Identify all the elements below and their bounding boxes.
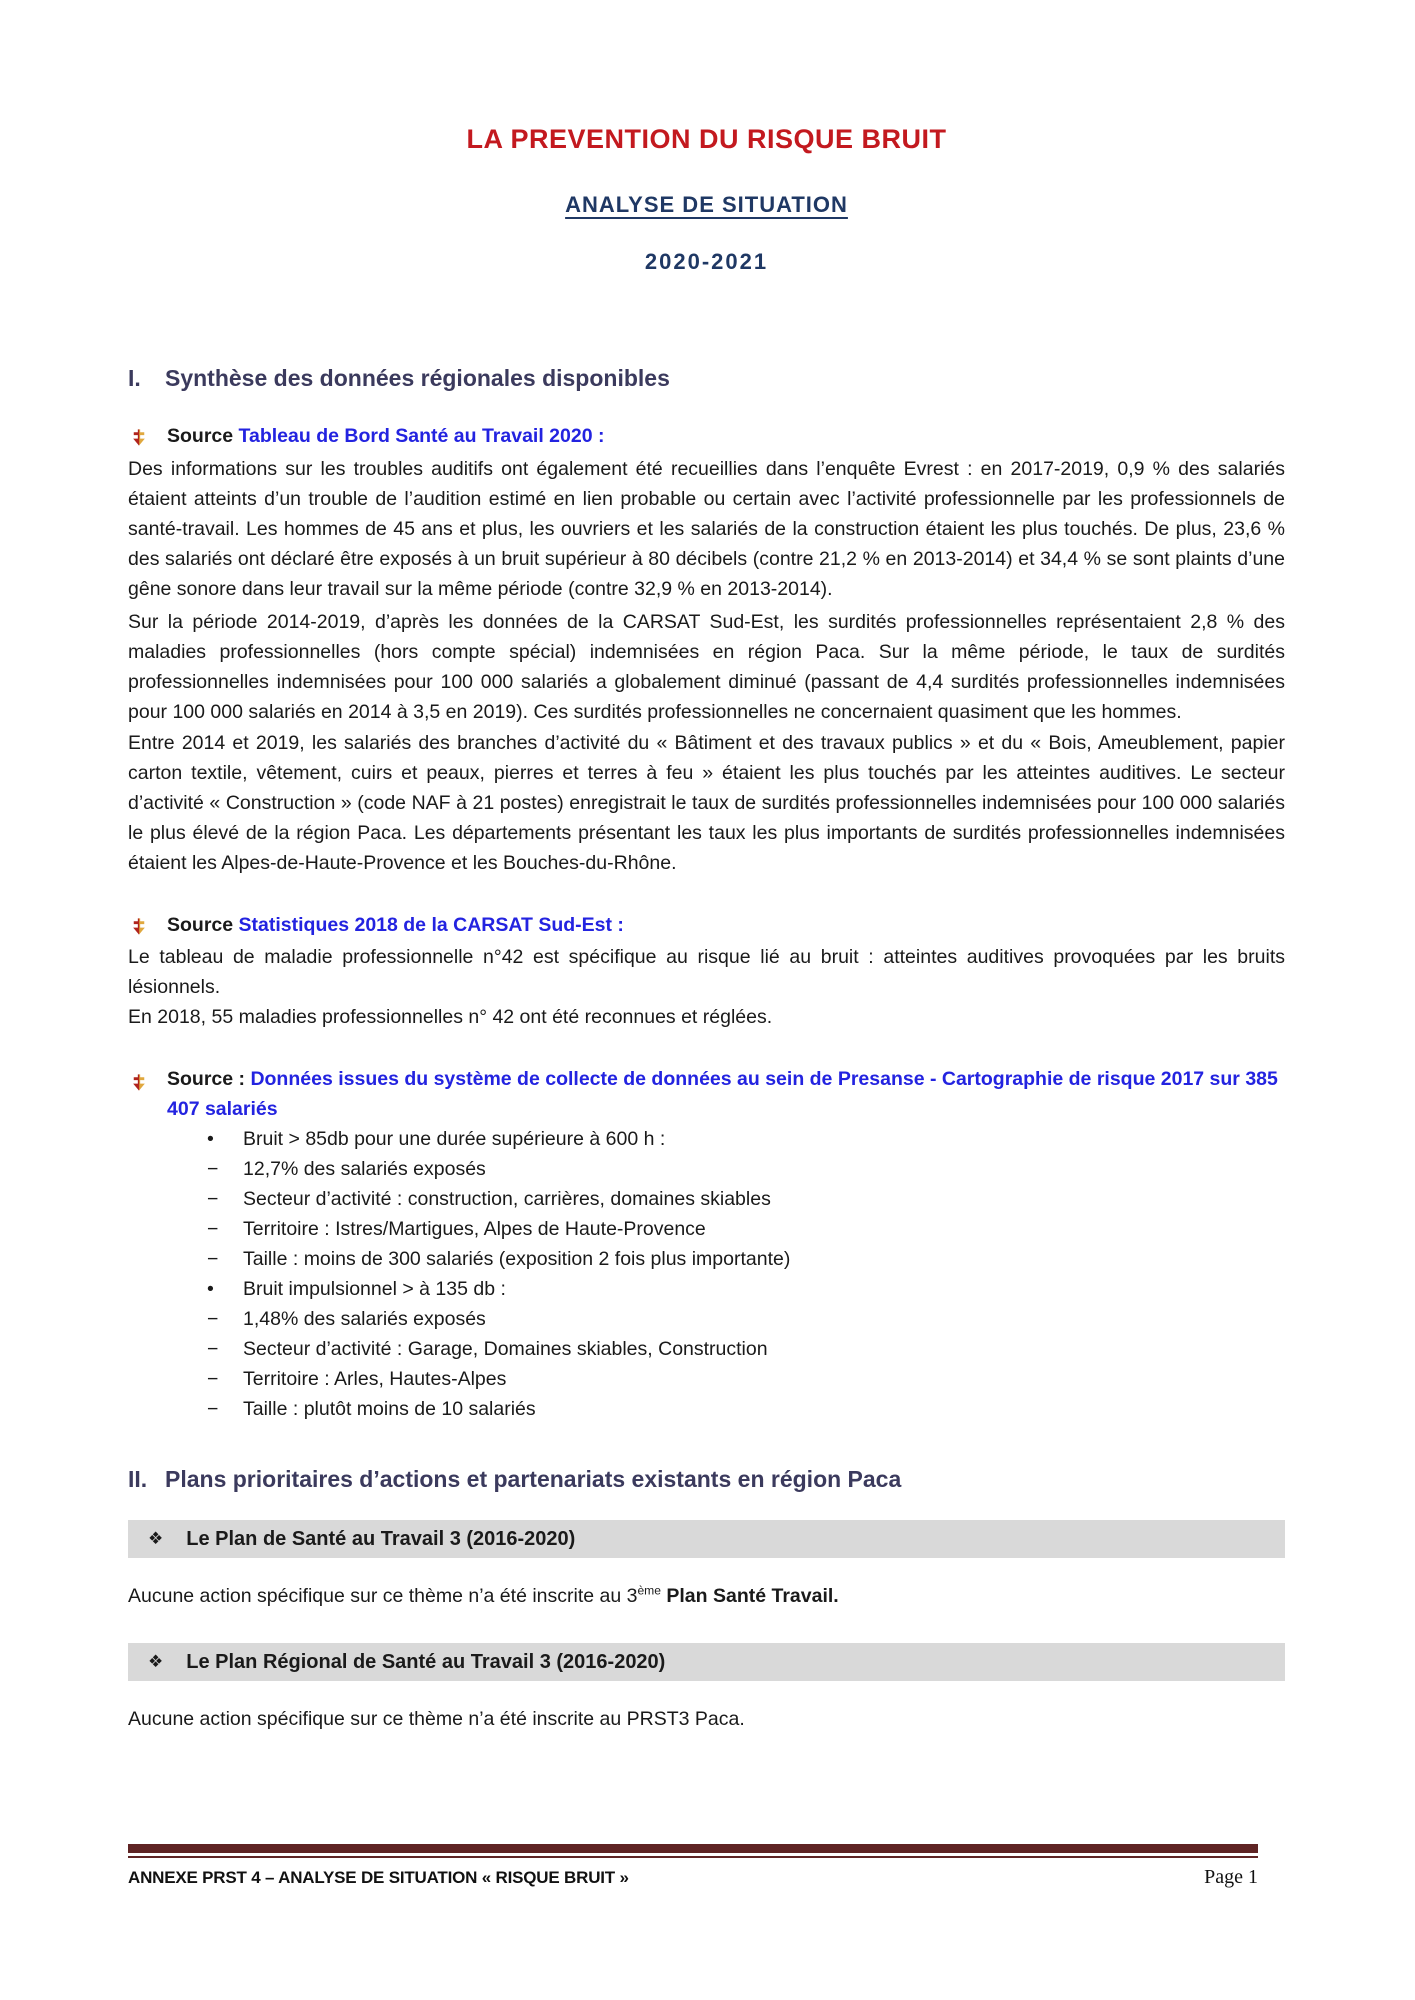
document-title: LA PREVENTION DU RISQUE BRUIT: [466, 124, 947, 154]
source-row-presanse: [128, 1064, 1285, 1124]
note-prst3: Aucune action spécifique sur ce thème n’a été inscrite au PRST3 Paca.: [128, 1708, 745, 1730]
list-item: [128, 1334, 1285, 1364]
plan-prst3-heading: [128, 1643, 1285, 1681]
list-item: [128, 1274, 1285, 1304]
list-item-text: Taille : moins de 300 salariés (exposition 2 fois plus importante): [243, 1248, 791, 1270]
diamond-bullet-icon: ❖: [148, 1652, 164, 1671]
page-number: Page 1: [1204, 1866, 1258, 1888]
footer-text-row: [128, 1866, 1258, 1889]
page-footer: [128, 1844, 1258, 1889]
list-item: [128, 1244, 1285, 1274]
paragraph-evrest: Des informations sur les troubles auditifs ont également été recueillies dans l’enquête Evrest : en 2017-2019, 0,9 % des salariés étaient atteints d’un trouble de l’audition estimé en lien probable ou certain avec l’activité professionnelle par les professionnels de santé-travail. Les hommes de 45 ans et plus, les ouvriers et les salariés de la construction étaient les plus touchés. De plus, 23,6 % des salariés ont déclaré être exposés à un bruit supérieur à 80 décibels (contre 21,2 % en 2013-2014) et 34,4 % se sont plaints d’une gêne sonore dans leur travail sur la même période (contre 32,9 % en 2013-2014).: [128, 458, 1285, 600]
list-item: [128, 1304, 1285, 1334]
source-label: Source: [167, 425, 239, 447]
dash-marker: −: [207, 1368, 219, 1390]
source-link: Données issues du système de collecte de données au sein de Presanse - Cartographie de risque 2017 sur 385 407 salariés: [167, 1068, 1278, 1120]
note-pst3-text: Aucune action spécifique sur ce thème n’a été inscrite au 3: [128, 1585, 638, 1607]
diamond-bullet-icon: ❖: [148, 1529, 164, 1548]
note-pst3: [128, 1581, 1285, 1611]
bullet-marker: •: [207, 1128, 214, 1150]
dash-marker: −: [207, 1218, 219, 1240]
down-arrow-bullet-icon: [132, 1070, 146, 1087]
dash-marker: −: [207, 1338, 219, 1360]
document-subtitle-text: ANALYSE DE SITUATION: [565, 192, 848, 217]
section-2-number: II.: [128, 1466, 148, 1492]
section-1-number: I.: [128, 365, 141, 391]
source-link: Statistiques 2018 de la CARSAT Sud-Est :: [238, 914, 624, 936]
section-2-title: Plans prioritaires d’actions et partenariats existants en région Paca: [165, 1466, 902, 1492]
document-subtitle: [128, 192, 1285, 218]
paragraph-mp42-2018: En 2018, 55 maladies professionnelles n° 42 ont été reconnues et réglées.: [128, 1006, 773, 1028]
list-item-text: Territoire : Istres/Martigues, Alpes de Haute-Provence: [243, 1218, 706, 1240]
source-link: Tableau de Bord Santé au Travail 2020 :: [238, 425, 605, 447]
paragraph-carsat-periode: Sur la période 2014-2019, d’après les données de la CARSAT Sud-Est, les surdités professionnelles représentaient 2,8 % des maladies professionnelles (hors compte spécial) indemnisées en région Paca. Sur la même période, le taux de surdités professionnelles indemnisées pour 100 000 salariés a globalement diminué (passant de 4,4 surdités professionnelles indemnisées pour 100 000 salariés en 2014 à 3,5 en 2019). Ces surdités professionnelles ne concernaient quasiment que les hommes.: [128, 611, 1285, 723]
list-item-text: Bruit impulsionnel > à 135 db :: [243, 1278, 506, 1300]
paragraph-branches: Entre 2014 et 2019, les salariés des branches d’activité du « Bâtiment et des travaux publics » et du « Bois, Ameublement, papier carton textile, vêtement, cuirs et peaux, pierres et terres à feu » étaient les plus touchés par les atteintes auditives. Le secteur d’activité « Construction » (code NAF à 21 postes) enregistrait le taux de surdités professionnelles indemnisées pour 100 000 salariés le plus élevé de la région Paca. Les départements présentant les taux les plus importants de surdités professionnelles indemnisées étaient les Alpes-de-Haute-Provence et les Bouches-du-Rhône.: [128, 732, 1285, 874]
footer-annexe-label: ANNEXE PRST 4 – ANALYSE DE SITUATION « RISQUE BRUIT »: [128, 1868, 629, 1887]
list-item-text: Taille : plutôt moins de 10 salariés: [243, 1398, 536, 1420]
plan-pst3-heading: [128, 1520, 1285, 1558]
section-2-heading: [128, 1464, 1285, 1494]
plan-pst3-title: Le Plan de Santé au Travail 3 (2016-2020): [186, 1527, 576, 1550]
note-pst3-bold: Plan Santé Travail.: [660, 1585, 839, 1607]
list-item: [128, 1184, 1285, 1214]
dash-marker: −: [207, 1308, 219, 1330]
section-1-heading: [128, 363, 1285, 393]
list-item-text: Bruit > 85db pour une durée supérieure à 600 h :: [243, 1128, 666, 1150]
list-item-text: 1,48% des salariés exposés: [243, 1308, 486, 1330]
down-arrow-bullet-icon: [132, 428, 146, 445]
plan-prst3-title: Le Plan Régional de Santé au Travail 3 (2016-2020): [186, 1650, 666, 1673]
source-label: Source: [167, 914, 239, 936]
bullet-marker: •: [207, 1278, 214, 1300]
footer-thin-rule: [128, 1856, 1258, 1858]
exposure-list: [128, 1124, 1285, 1424]
list-item-text: 12,7% des salariés exposés: [243, 1158, 486, 1180]
list-item-text: Secteur d’activité : construction, carrières, domaines skiables: [243, 1188, 771, 1210]
dash-marker: −: [207, 1188, 219, 1210]
source-row-tableau-de-bord: [128, 424, 1285, 449]
list-item-text: Secteur d’activité : Garage, Domaines skiables, Construction: [243, 1338, 768, 1360]
source-label: Source :: [167, 1068, 251, 1090]
paragraph-tableau-mp42: Le tableau de maladie professionnelle n°42 est spécifique au risque lié au bruit : atteintes auditives provoquées par les bruits lésionnels.: [128, 946, 1285, 998]
source-row-statistiques-2018: [128, 913, 1285, 938]
list-item: [128, 1214, 1285, 1244]
section-1-title: Synthèse des données régionales disponibles: [165, 365, 670, 391]
list-item: [128, 1154, 1285, 1184]
dash-marker: −: [207, 1158, 219, 1180]
list-item: [128, 1364, 1285, 1394]
footer-thick-rule: [128, 1844, 1258, 1853]
dash-marker: −: [207, 1398, 219, 1420]
down-arrow-bullet-icon: [132, 917, 146, 934]
list-item: [128, 1394, 1285, 1424]
list-item-text: Territoire : Arles, Hautes-Alpes: [243, 1368, 507, 1390]
dash-marker: −: [207, 1248, 219, 1270]
document-content: [128, 0, 1285, 1734]
list-item: [128, 1124, 1285, 1154]
document-period: 2020-2021: [644, 249, 769, 274]
superscript-eme: ème: [637, 1583, 661, 1598]
